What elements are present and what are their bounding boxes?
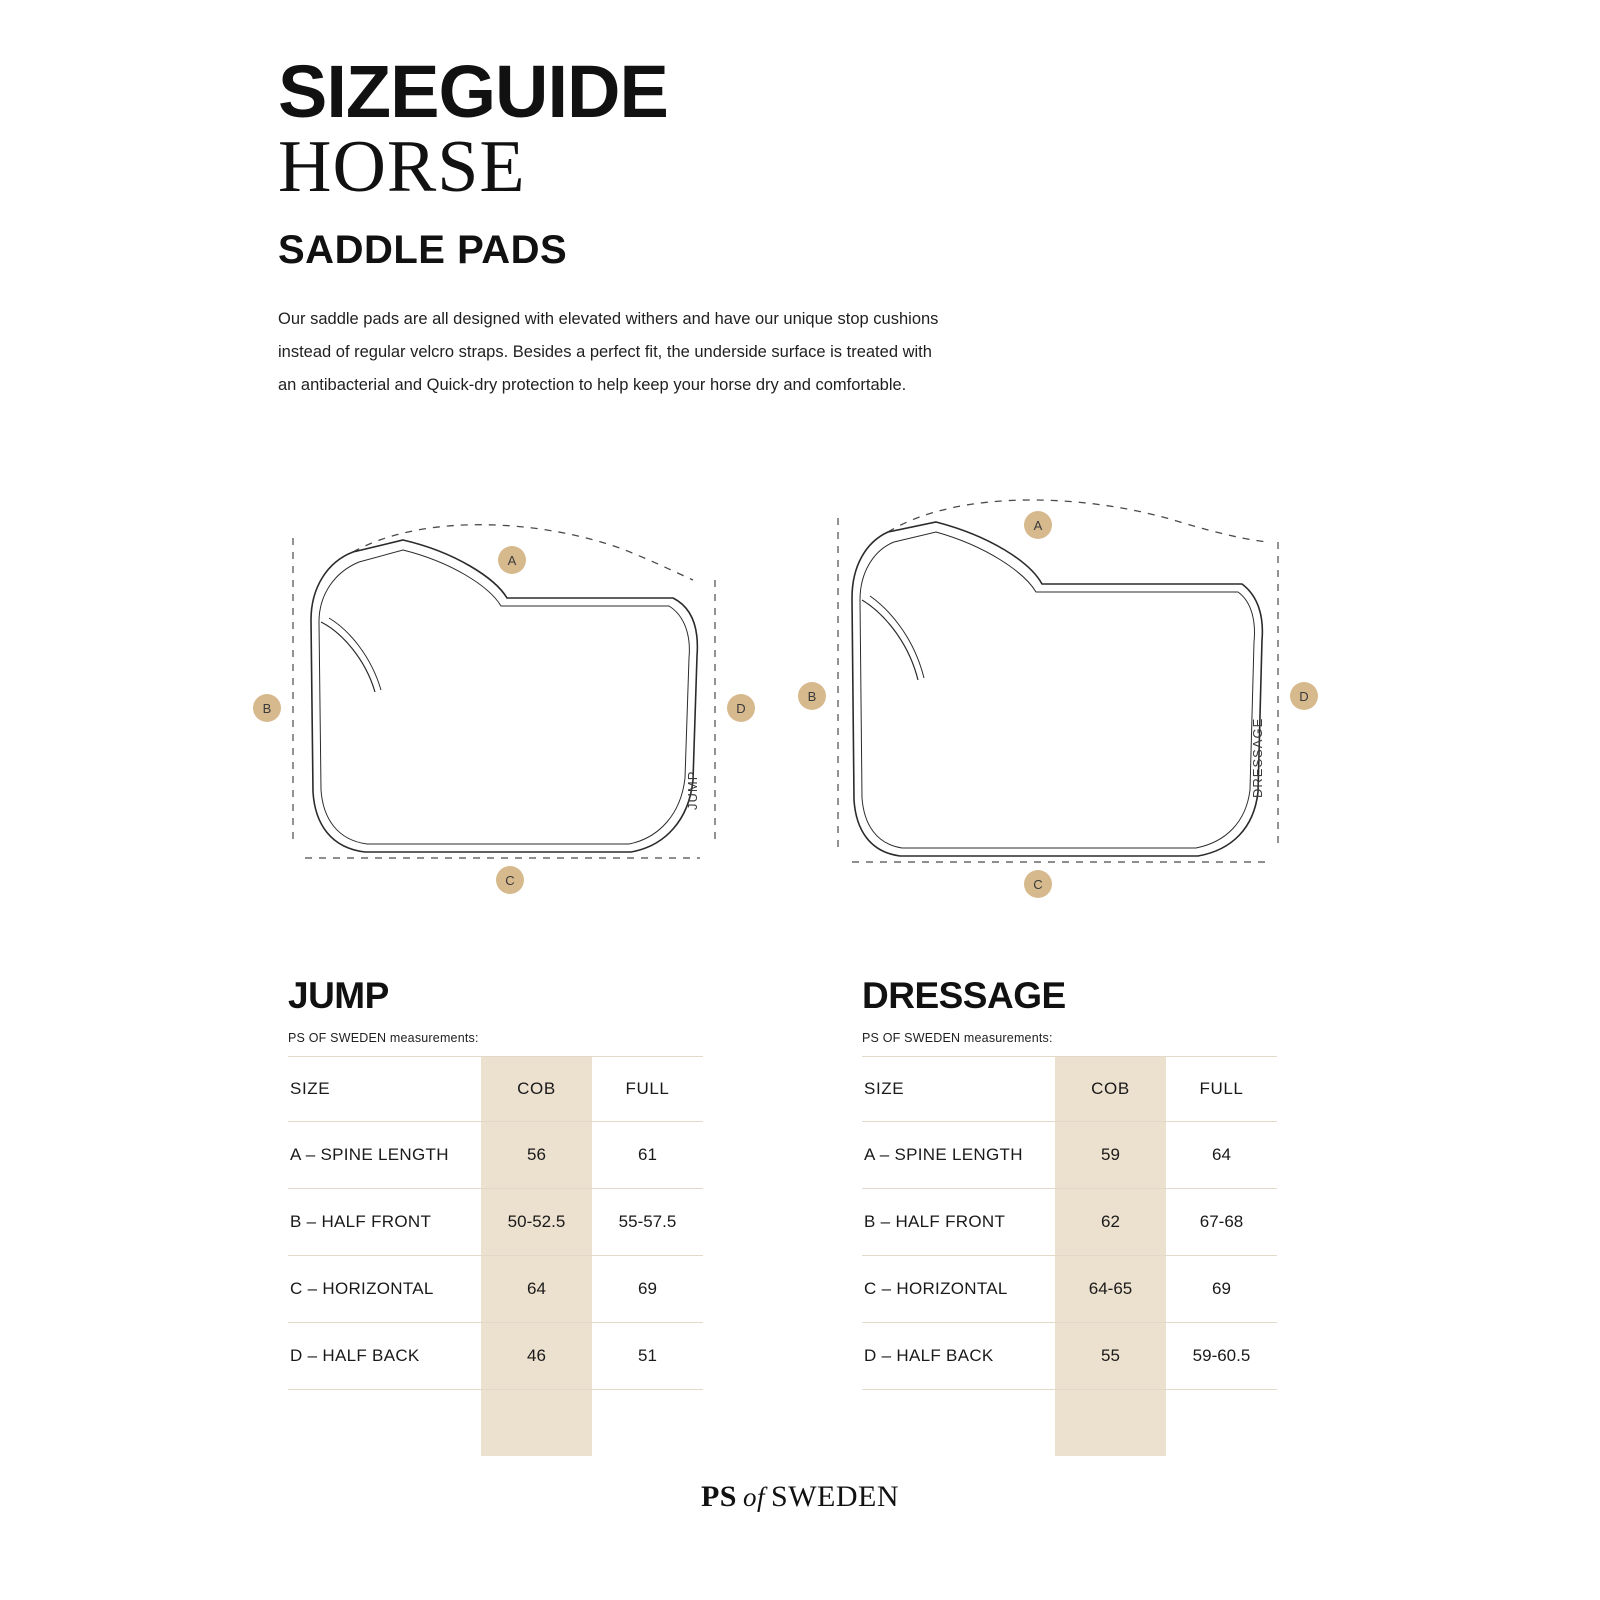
svg-text:B: B (807, 689, 817, 704)
row-value-full: 69 (1166, 1256, 1277, 1323)
brand-ps: PS (700, 1480, 737, 1513)
brand-sweden: SWEDEN (771, 1480, 899, 1513)
row-label: C – HORIZONTAL (288, 1256, 481, 1323)
marker-b (798, 682, 826, 710)
diagram-section (0, 480, 1600, 920)
spacer-cell (288, 1390, 481, 1457)
svg-text:A: A (1033, 518, 1043, 533)
jump-table-title: JUMP (288, 975, 389, 1016)
row-label: D – HALF BACK (862, 1323, 1055, 1390)
dressage-diagram (790, 480, 1350, 920)
page-subtitle: HORSE (278, 126, 526, 209)
intro-paragraph (278, 303, 1018, 402)
table-header-row (862, 1057, 1277, 1122)
highlight-tail (1055, 1390, 1166, 1457)
brand-of: of (743, 1482, 766, 1512)
jump-diagram (245, 480, 805, 920)
intro-line-3: an antibacterial and Quick-dry protection to help keep your horse dry and comfortable. (278, 375, 907, 394)
marker-d (1290, 682, 1318, 710)
marker-b (253, 694, 281, 722)
row-value-cob: 59 (1055, 1122, 1166, 1189)
table-row (862, 1122, 1277, 1189)
column-header-full: FULL (592, 1057, 703, 1122)
intro-line-2: instead of regular velcro straps. Besides a perfect fit, the underside surface is treated with (278, 342, 932, 361)
table-row (288, 1256, 703, 1323)
table-row (862, 1189, 1277, 1256)
dressage-pad-type-label: DRESSAGE (1250, 717, 1265, 798)
column-header-size: SIZE (862, 1057, 1055, 1122)
row-label: B – HALF FRONT (288, 1189, 481, 1256)
svg-text:C: C (1033, 877, 1043, 892)
column-header-size: SIZE (288, 1057, 481, 1122)
row-value-full: 69 (592, 1256, 703, 1323)
row-value-cob: 55 (1055, 1323, 1166, 1390)
table-row (288, 1323, 703, 1390)
row-value-full: 61 (592, 1122, 703, 1189)
row-value-cob: 56 (481, 1122, 592, 1189)
svg-text:D: D (736, 701, 746, 716)
marker-a (1024, 511, 1052, 539)
svg-text:C: C (505, 873, 515, 888)
marker-a (498, 546, 526, 574)
row-value-full: 55-57.5 (592, 1189, 703, 1256)
dressage-table-block (862, 975, 1292, 1456)
svg-text:B: B (262, 701, 272, 716)
row-label: B – HALF FRONT (862, 1189, 1055, 1256)
table-row (288, 1189, 703, 1256)
spacer-cell (862, 1390, 1055, 1457)
table-footer-spacer (288, 1390, 703, 1457)
table-header-row (288, 1057, 703, 1122)
column-header-full: FULL (1166, 1057, 1277, 1122)
table-row (288, 1122, 703, 1189)
row-value-cob: 50-52.5 (481, 1189, 592, 1256)
row-value-cob: 64-65 (1055, 1256, 1166, 1323)
row-value-full: 67-68 (1166, 1189, 1277, 1256)
marker-c (496, 866, 524, 894)
row-value-full: 59-60.5 (1166, 1323, 1277, 1390)
svg-text:A: A (507, 553, 517, 568)
table-row (862, 1323, 1277, 1390)
spacer-cell (592, 1390, 703, 1457)
row-label: C – HORIZONTAL (862, 1256, 1055, 1323)
marker-d (727, 694, 755, 722)
page-header (278, 50, 1178, 402)
dressage-pad-outline (852, 522, 1262, 856)
spacer-cell (1166, 1390, 1277, 1457)
svg-text:D: D (1299, 689, 1309, 704)
page-category-title: SADDLE PADS (278, 227, 568, 272)
jump-table-caption: PS OF SWEDEN measurements: (288, 1031, 479, 1045)
page-footer (0, 1480, 1600, 1514)
row-value-cob: 46 (481, 1323, 592, 1390)
row-label: D – HALF BACK (288, 1323, 481, 1390)
row-label: A – SPINE LENGTH (862, 1122, 1055, 1189)
row-value-cob: 64 (481, 1256, 592, 1323)
intro-line-1: Our saddle pads are all designed with elevated withers and have our unique stop cushions (278, 309, 939, 328)
jump-pad-type-label: JUMP (685, 770, 700, 810)
dressage-table-title: DRESSAGE (862, 975, 1066, 1016)
row-value-full: 64 (1166, 1122, 1277, 1189)
jump-table-block (288, 975, 718, 1456)
marker-c (1024, 870, 1052, 898)
column-header-cob: COB (481, 1057, 592, 1122)
column-header-cob: COB (1055, 1057, 1166, 1122)
dressage-size-table (862, 1056, 1277, 1456)
row-value-full: 51 (592, 1323, 703, 1390)
brand-logo (701, 1480, 899, 1513)
jump-pad-outline (311, 540, 697, 852)
table-row (862, 1256, 1277, 1323)
dressage-table-caption: PS OF SWEDEN measurements: (862, 1031, 1053, 1045)
row-value-cob: 62 (1055, 1189, 1166, 1256)
page-title: SIZEGUIDE (278, 50, 668, 133)
table-footer-spacer (862, 1390, 1277, 1457)
row-label: A – SPINE LENGTH (288, 1122, 481, 1189)
highlight-tail (481, 1390, 592, 1457)
jump-size-table (288, 1056, 703, 1456)
